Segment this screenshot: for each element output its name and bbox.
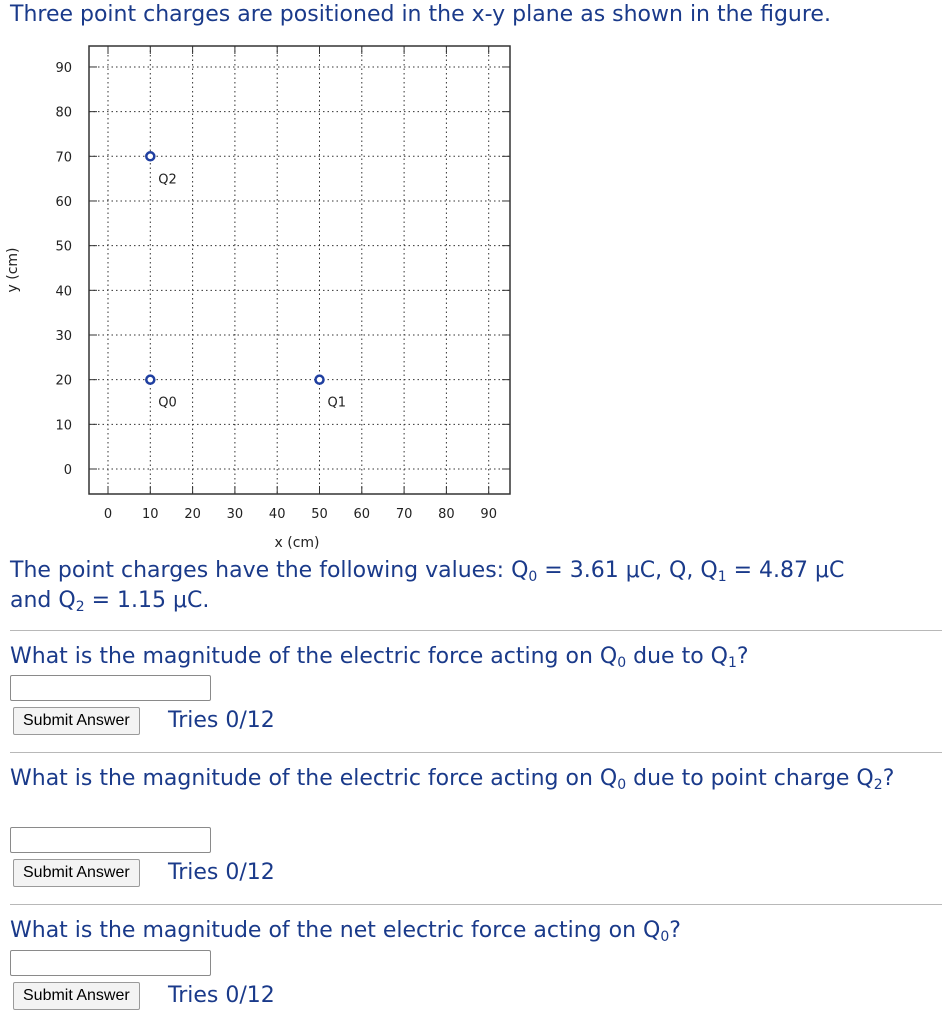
x-axis-label: x (cm) <box>274 535 320 551</box>
x-tick-label: 10 <box>142 507 159 522</box>
x-tick-label: 60 <box>353 507 371 522</box>
x-tick-label: 40 <box>268 507 286 522</box>
x-tick-label: 0 <box>103 507 113 522</box>
charge-position-chart <box>0 40 520 555</box>
tries-counter-1: Tries 0/12 <box>168 708 275 733</box>
tries-counter-3: Tries 0/12 <box>168 983 275 1008</box>
charge-label-q0: Q0 <box>158 395 177 411</box>
submit-answer-button-1[interactable]: Submit Answer <box>13 707 140 735</box>
submit-answer-button-2[interactable]: Submit Answer <box>13 859 140 887</box>
y-tick-label: 90 <box>55 60 72 76</box>
answer-input-2[interactable] <box>10 827 211 853</box>
charge-marker-q2 <box>146 152 154 160</box>
y-tick-label: 70 <box>55 150 72 166</box>
y-tick-label: 20 <box>55 373 72 389</box>
x-tick-label: 20 <box>184 507 201 522</box>
tries-counter-2: Tries 0/12 <box>168 860 275 885</box>
plot-frame <box>89 46 510 494</box>
answer-input-1[interactable] <box>10 675 211 701</box>
x-tick-label: 90 <box>480 507 497 522</box>
question-1-text: What is the magnitude of the electric force acting on $Q_0$ due to $Q_1$? <box>10 644 749 671</box>
y-tick-labels <box>55 61 72 478</box>
question-3-text: What is the magnitude of the net electric force acting on $Q_0$? <box>10 918 681 945</box>
charge-values-text: The point charges have the following values: $Q_0 = 3.61$ μC, Q, $Q_1 = 4.87$ μC and $Q_2 = 1.15$ μC. <box>10 558 845 615</box>
y-tick-label: 10 <box>55 418 72 434</box>
y-axis-label: y (cm) <box>5 247 21 293</box>
y-tick-label: 0 <box>63 463 72 478</box>
y-tick-label: 60 <box>55 194 72 210</box>
submit-answer-button-3[interactable]: Submit Answer <box>13 982 140 1010</box>
y-tick-label: 50 <box>55 239 72 255</box>
x-tick-label: 70 <box>395 507 413 522</box>
charge-marker-q1 <box>316 376 324 384</box>
grid-lines <box>89 46 510 494</box>
charge-label-q1: Q1 <box>327 395 347 411</box>
y-tick-label: 80 <box>55 105 72 121</box>
x-tick-labels <box>104 507 497 522</box>
x-tick-label: 50 <box>311 507 328 522</box>
divider <box>10 752 942 753</box>
divider <box>10 630 942 631</box>
divider <box>10 904 942 905</box>
problem-intro: Three point charges are positioned in the x-y plane as shown in the figure. <box>10 2 831 27</box>
x-tick-label: 80 <box>438 507 455 522</box>
charge-marker-q0 <box>146 376 154 384</box>
x-tick-label: 30 <box>226 507 244 522</box>
charge-markers <box>146 152 346 410</box>
question-2-text: What is the magnitude of the electric force acting on $Q_0$ due to point charge $Q_2$? <box>10 766 895 793</box>
charge-label-q2: Q2 <box>158 172 177 188</box>
y-tick-label: 30 <box>55 328 72 344</box>
answer-input-3[interactable] <box>10 950 211 976</box>
y-tick-label: 40 <box>55 284 72 300</box>
